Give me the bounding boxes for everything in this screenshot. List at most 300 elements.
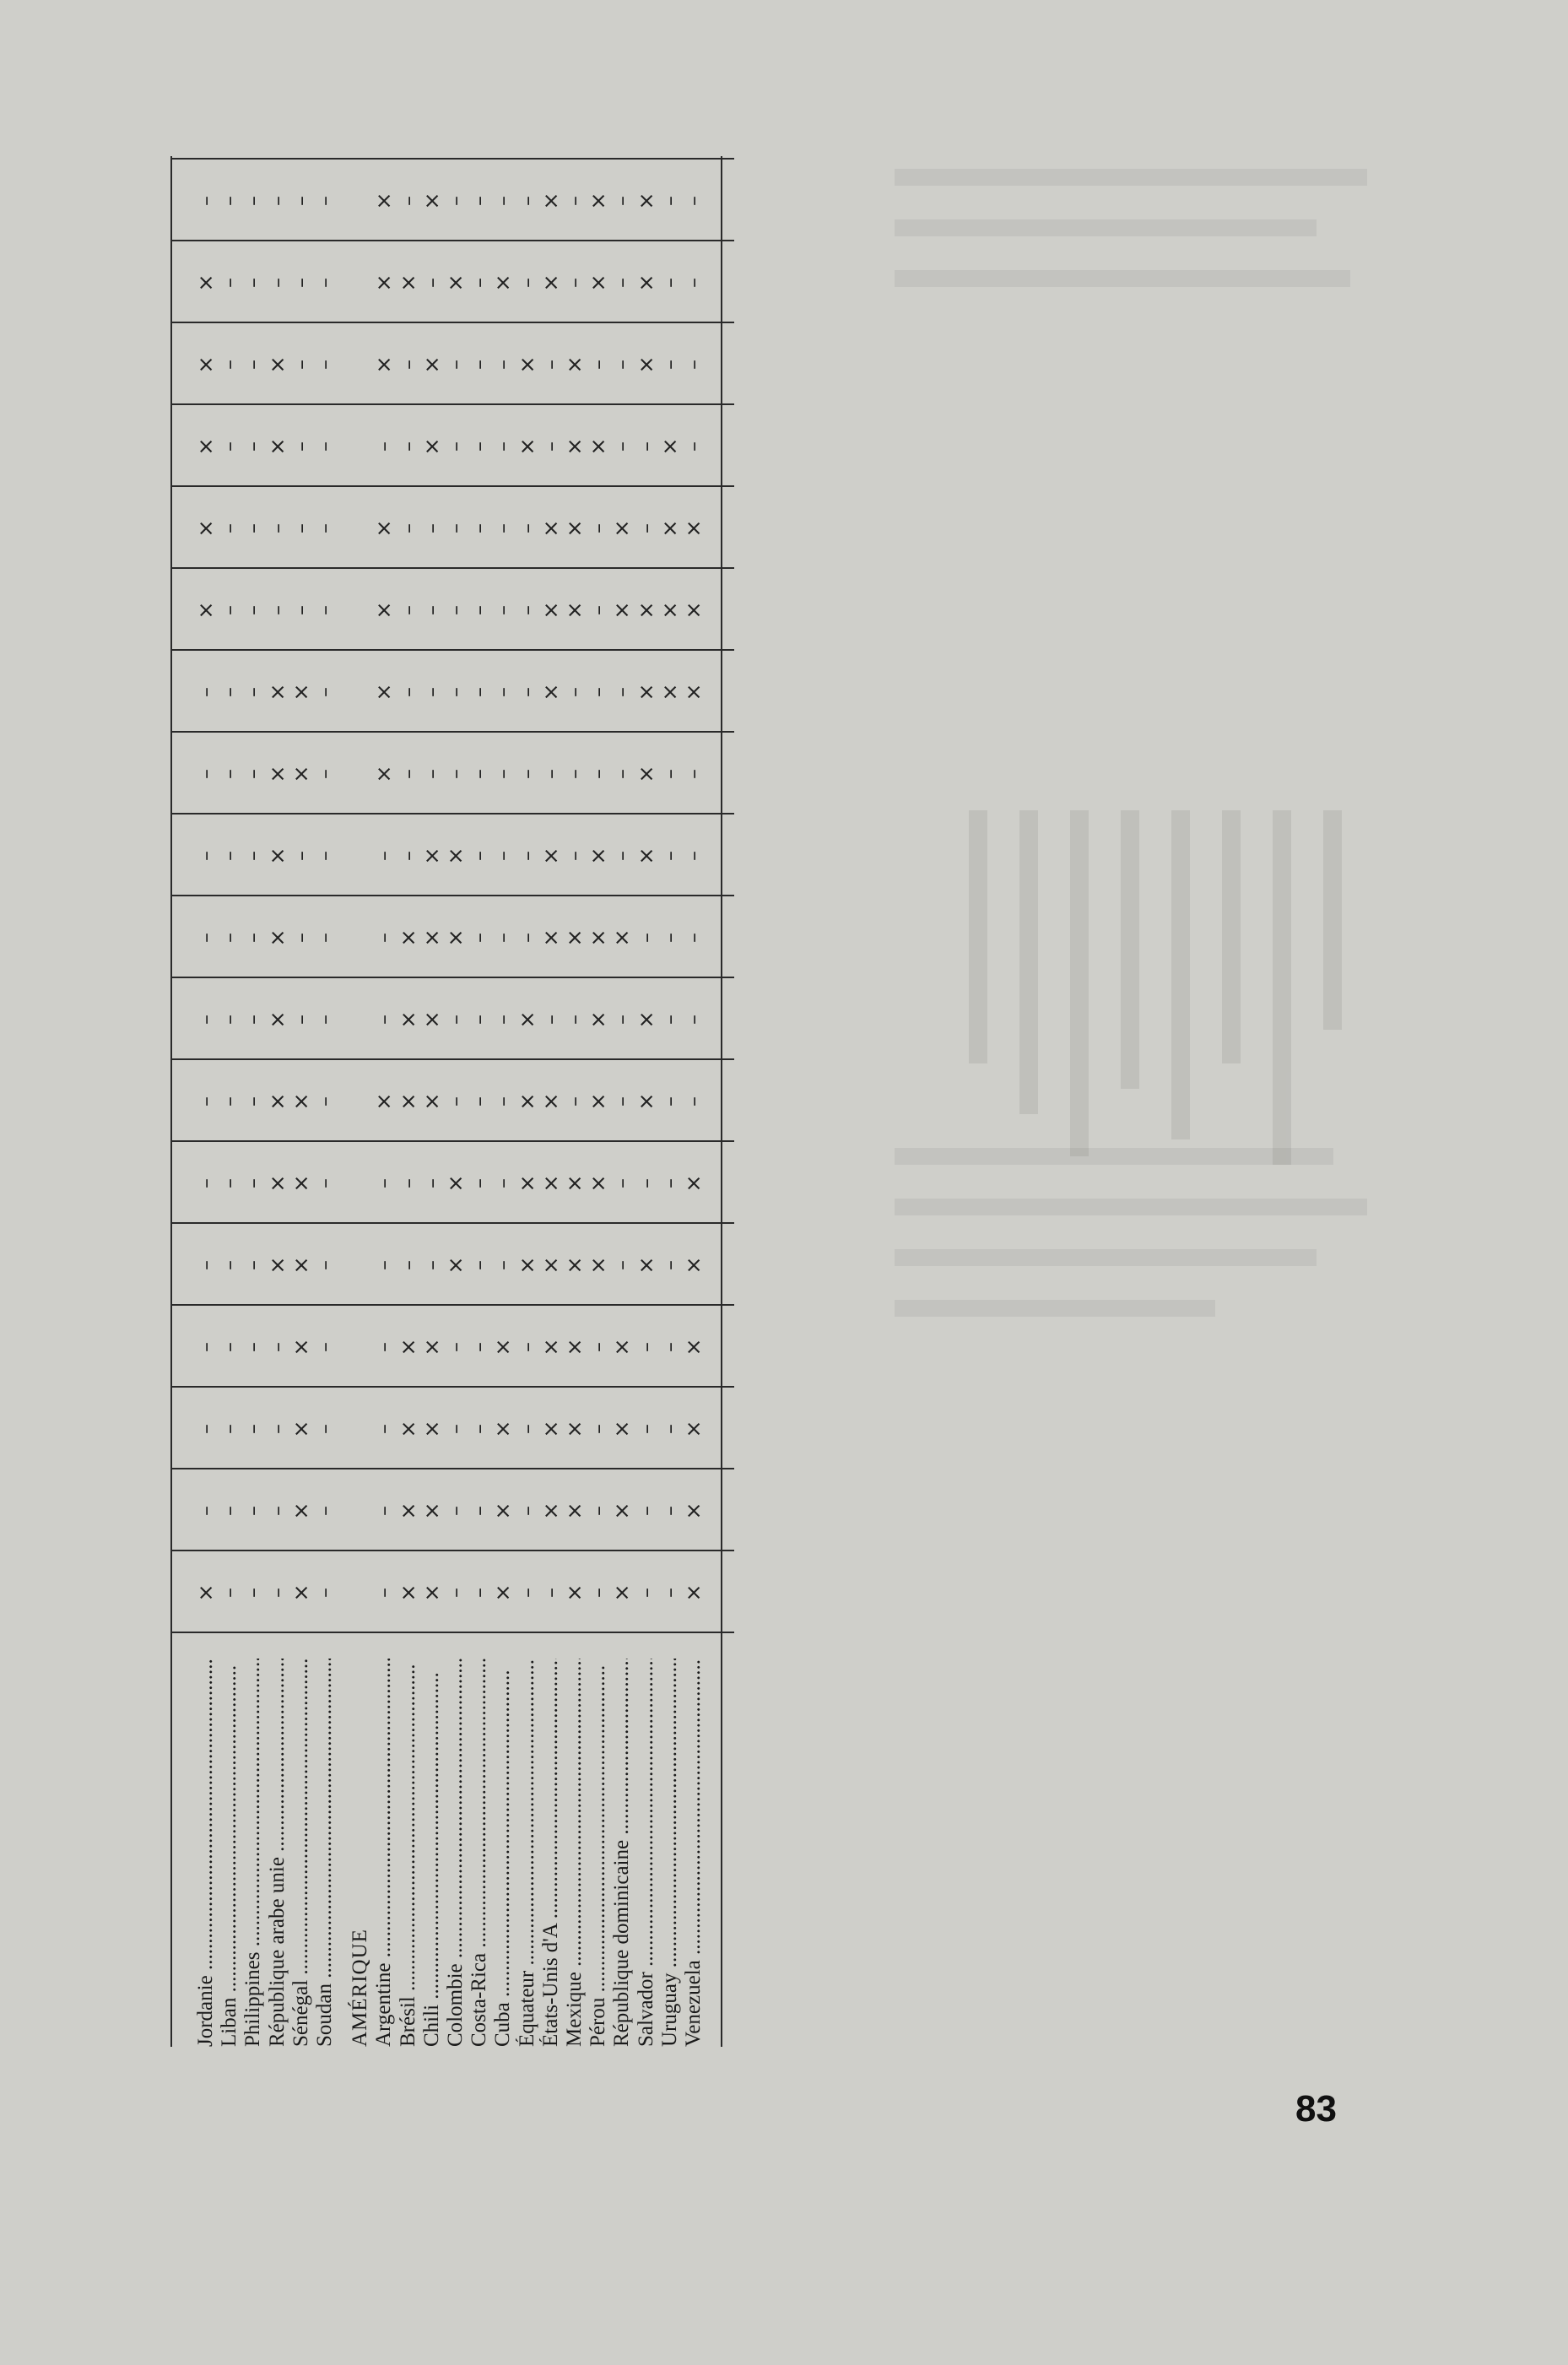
column-rule [170, 1468, 734, 1469]
vote-mark-yes: × [586, 1010, 611, 1029]
vote-mark-none: – [634, 1342, 658, 1352]
vote-mark-none: – [313, 360, 337, 370]
country-label: Pérou ..... [587, 1665, 609, 2047]
vote-mark-none: – [587, 523, 611, 533]
vote-mark-none: – [634, 441, 658, 452]
vote-mark-yes: × [538, 1256, 563, 1275]
vote-mark-none: – [444, 1424, 468, 1434]
vote-mark-yes: × [419, 1338, 444, 1356]
country-label: Cuba ..... [491, 1670, 514, 2047]
vote-mark-yes: × [609, 928, 635, 947]
vote-mark-yes: × [586, 847, 611, 865]
vote-mark-none: – [313, 1424, 337, 1434]
vote-mark-none: – [313, 1342, 337, 1352]
vote-mark-yes: × [264, 1256, 289, 1275]
vote-mark-none: – [491, 1015, 516, 1025]
vote-mark-none: – [218, 933, 242, 943]
vote-mark-none: – [538, 360, 563, 370]
vote-mark-none: – [218, 851, 242, 861]
country-name [313, 1659, 337, 2047]
country-name [658, 1659, 682, 2047]
vote-mark-none: – [634, 523, 658, 533]
vote-mark-none: – [515, 1506, 539, 1516]
column-rule [170, 403, 734, 405]
vote-mark-yes: × [371, 355, 397, 374]
country-label: Jordanie ..... [194, 1659, 217, 2047]
vote-mark-none: – [682, 933, 706, 943]
vote-mark-yes: × [538, 1338, 563, 1356]
vote-mark-yes: × [681, 1256, 706, 1275]
vote-mark-none: – [491, 360, 516, 370]
vote-mark-none: – [194, 1015, 218, 1025]
vote-mark-yes: × [633, 1256, 658, 1275]
vote-mark-none: – [194, 851, 218, 861]
vote-mark-yes: × [193, 1583, 218, 1602]
vote-mark-none: – [218, 196, 242, 206]
vote-mark-none: – [241, 1424, 266, 1434]
vote-mark-none: – [610, 441, 635, 452]
column-rule [170, 240, 734, 241]
vote-mark-none: – [468, 1342, 492, 1352]
vote-mark-none: – [515, 933, 539, 943]
vote-mark-yes: × [657, 519, 682, 538]
vote-mark-none: – [491, 1260, 516, 1270]
vote-mark-yes: × [288, 1502, 313, 1520]
vote-mark-yes: × [633, 601, 658, 620]
vote-mark-none: – [515, 1588, 539, 1598]
vote-mark-none: – [682, 851, 706, 861]
vote-mark-yes: × [264, 683, 289, 701]
vote-mark-none: – [396, 605, 420, 615]
vote-mark-none: – [610, 769, 635, 779]
vote-mark-none: – [218, 1178, 242, 1188]
vote-mark-none: – [491, 769, 516, 779]
column-rule [170, 731, 734, 733]
vote-mark-none: – [610, 1096, 635, 1107]
rotated-table [160, 156, 751, 2047]
vote-mark-none: – [444, 1588, 468, 1598]
vote-mark-yes: × [395, 273, 420, 292]
vote-mark-none: – [313, 523, 337, 533]
vote-mark-none: – [610, 687, 635, 697]
vote-mark-none: – [372, 1015, 397, 1025]
vote-mark-none: – [289, 523, 313, 533]
vote-mark-yes: × [264, 1174, 289, 1193]
vote-mark-none: – [491, 1096, 516, 1107]
vote-mark-yes: × [609, 1420, 635, 1438]
vote-mark-none: – [194, 1096, 218, 1107]
vote-mark-none: – [657, 360, 682, 370]
vote-mark-none: – [218, 278, 242, 288]
vote-mark-none: – [194, 1342, 218, 1352]
vote-mark-none: – [241, 278, 266, 288]
vote-mark-none: – [538, 769, 563, 779]
vote-mark-yes: × [681, 683, 706, 701]
vote-mark-none: – [241, 687, 266, 697]
vote-mark-yes: × [633, 847, 658, 865]
vote-mark-none: – [241, 1342, 266, 1352]
vote-mark-none: – [587, 360, 611, 370]
column-rule [170, 1140, 734, 1142]
vote-mark-yes: × [538, 1420, 563, 1438]
vote-mark-yes: × [193, 355, 218, 374]
country-label: Chili ..... [420, 1672, 443, 2047]
vote-mark-yes: × [681, 601, 706, 620]
vote-mark-yes: × [419, 1010, 444, 1029]
vote-mark-yes: × [633, 1010, 658, 1029]
country-name [372, 1659, 396, 2047]
vote-mark-none: – [444, 687, 468, 697]
vote-mark-none: – [289, 441, 313, 452]
vote-mark-yes: × [609, 1338, 635, 1356]
vote-mark-yes: × [288, 1420, 313, 1438]
vote-mark-yes: × [562, 1174, 587, 1193]
vote-mark-none: – [396, 851, 420, 861]
vote-mark-none: – [241, 1506, 266, 1516]
vote-mark-none: – [491, 933, 516, 943]
vote-mark-none: – [372, 1424, 397, 1434]
vote-mark-yes: × [264, 1010, 289, 1029]
vote-mark-none: – [241, 605, 266, 615]
vote-mark-yes: × [657, 601, 682, 620]
vote-mark-yes: × [514, 1256, 539, 1275]
vote-mark-none: – [313, 1178, 337, 1188]
vote-mark-none: – [419, 605, 444, 615]
vote-mark-yes: × [538, 1092, 563, 1111]
vote-mark-yes: × [633, 683, 658, 701]
vote-mark-yes: × [657, 683, 682, 701]
vote-mark-none: – [313, 1506, 337, 1516]
vote-mark-none: – [289, 360, 313, 370]
vote-mark-none: – [396, 1260, 420, 1270]
vote-mark-none: – [396, 687, 420, 697]
vote-mark-yes: × [443, 273, 468, 292]
country-name [218, 1659, 241, 2047]
vote-mark-none: – [657, 851, 682, 861]
vote-mark-none: – [468, 933, 492, 943]
country-label: États-Unis d'A ..... [539, 1659, 562, 2047]
vote-mark-none: – [515, 278, 539, 288]
vote-mark-yes: × [264, 355, 289, 374]
vote-mark-yes: × [419, 192, 444, 210]
vote-mark-none: – [468, 1178, 492, 1188]
vote-mark-yes: × [395, 1420, 420, 1438]
vote-mark-yes: × [419, 1583, 444, 1602]
vote-mark-none: – [444, 523, 468, 533]
column-rule [170, 813, 734, 814]
country-label: Sénégal ..... [289, 1659, 312, 2047]
vote-mark-yes: × [681, 1174, 706, 1193]
vote-mark-none: – [563, 1096, 587, 1107]
country-name [194, 1659, 218, 2047]
column-rule [170, 1632, 734, 1633]
region-heading: AMÉRIQUE [349, 1929, 372, 2047]
vote-mark-none: – [468, 523, 492, 533]
vote-mark-yes: × [288, 765, 313, 783]
vote-mark-none: – [372, 1178, 397, 1188]
table-rule-top [170, 156, 172, 2047]
vote-mark-none: – [515, 851, 539, 861]
vote-mark-yes: × [586, 192, 611, 210]
vote-mark-none: – [682, 1015, 706, 1025]
vote-mark-yes: × [419, 355, 444, 374]
vote-mark-none: – [468, 1096, 492, 1107]
page-number: 83 [1295, 2088, 1337, 2130]
vote-mark-none: – [491, 196, 516, 206]
vote-mark-yes: × [633, 1092, 658, 1111]
vote-mark-none: – [218, 1506, 242, 1516]
vote-mark-none: – [491, 1178, 516, 1188]
vote-mark-none: – [419, 1178, 444, 1188]
vote-mark-yes: × [609, 601, 635, 620]
vote-mark-yes: × [562, 519, 587, 538]
vote-mark-yes: × [681, 519, 706, 538]
vote-mark-none: – [587, 605, 611, 615]
vote-mark-none: – [610, 196, 635, 206]
vote-mark-none: – [515, 605, 539, 615]
country-name [266, 1659, 289, 2047]
column-rule [170, 1550, 734, 1551]
vote-mark-yes: × [538, 847, 563, 865]
vote-mark-yes: × [681, 1338, 706, 1356]
vote-mark-none: – [194, 1506, 218, 1516]
vote-mark-yes: × [538, 601, 563, 620]
vote-mark-none: – [265, 1588, 289, 1598]
vote-mark-yes: × [419, 1420, 444, 1438]
country-name [420, 1659, 444, 2047]
vote-mark-none: – [634, 933, 658, 943]
vote-mark-none: – [265, 1506, 289, 1516]
vote-mark-none: – [444, 360, 468, 370]
vote-mark-none: – [289, 605, 313, 615]
vote-mark-yes: × [562, 1256, 587, 1275]
vote-mark-none: – [313, 196, 337, 206]
vote-mark-none: – [419, 278, 444, 288]
country-label: Philippines ..... [241, 1659, 264, 2047]
vote-mark-none: – [313, 1588, 337, 1598]
vote-mark-none: – [396, 523, 420, 533]
vote-mark-none: – [313, 933, 337, 943]
vote-mark-none: – [396, 196, 420, 206]
column-rule [170, 322, 734, 323]
vote-mark-yes: × [562, 437, 587, 456]
vote-mark-yes: × [264, 437, 289, 456]
vote-mark-yes: × [609, 1583, 635, 1602]
vote-mark-yes: × [264, 847, 289, 865]
vote-mark-none: – [194, 933, 218, 943]
country-name [635, 1659, 658, 2047]
vote-mark-none: – [515, 1342, 539, 1352]
vote-mark-yes: × [490, 1338, 516, 1356]
country-label: Soudan ..... [313, 1659, 336, 2047]
vote-mark-none: – [265, 1342, 289, 1352]
vote-mark-none: – [563, 278, 587, 288]
vote-mark-none: – [587, 1342, 611, 1352]
vote-mark-yes: × [514, 1174, 539, 1193]
country-label: Équateur ..... [516, 1659, 538, 2047]
vote-mark-none: – [468, 1506, 492, 1516]
vote-mark-none: – [563, 196, 587, 206]
vote-mark-yes: × [514, 1092, 539, 1111]
vote-mark-yes: × [443, 1256, 468, 1275]
column-rule [170, 895, 734, 896]
vote-mark-yes: × [514, 355, 539, 374]
vote-mark-none: – [313, 605, 337, 615]
vote-mark-none: – [634, 1588, 658, 1598]
vote-mark-none: – [194, 769, 218, 779]
vote-mark-none: – [218, 687, 242, 697]
vote-mark-none: – [657, 1260, 682, 1270]
country-name [289, 1659, 313, 2047]
vote-mark-yes: × [371, 1092, 397, 1111]
vote-mark-none: – [289, 1015, 313, 1025]
vote-mark-none: – [241, 1588, 266, 1598]
vote-mark-none: – [396, 1178, 420, 1188]
vote-mark-none: – [468, 605, 492, 615]
vote-mark-none: – [468, 196, 492, 206]
country-label: Mexique ..... [563, 1659, 586, 2047]
vote-mark-none: – [657, 1096, 682, 1107]
vote-mark-none: – [468, 851, 492, 861]
vote-mark-none: – [313, 769, 337, 779]
vote-mark-yes: × [490, 273, 516, 292]
vote-mark-none: – [468, 1588, 492, 1598]
vote-mark-none: – [241, 933, 266, 943]
vote-mark-none: – [396, 769, 420, 779]
vote-mark-none: – [419, 687, 444, 697]
vote-mark-yes: × [586, 1174, 611, 1193]
vote-mark-none: – [218, 1015, 242, 1025]
vote-mark-yes: × [371, 192, 397, 210]
vote-mark-yes: × [538, 928, 563, 947]
country-label: Salvador ..... [635, 1659, 657, 2047]
vote-mark-none: – [682, 441, 706, 452]
vote-mark-none: – [657, 1015, 682, 1025]
vote-mark-none: – [289, 933, 313, 943]
vote-mark-yes: × [514, 1010, 539, 1029]
column-rule [170, 977, 734, 978]
vote-mark-none: – [563, 1015, 587, 1025]
vote-mark-none: – [657, 769, 682, 779]
vote-mark-none: – [218, 1260, 242, 1270]
vote-mark-none: – [313, 278, 337, 288]
vote-mark-yes: × [633, 765, 658, 783]
vote-mark-none: – [265, 605, 289, 615]
vote-mark-none: – [491, 687, 516, 697]
vote-mark-yes: × [395, 1502, 420, 1520]
vote-mark-none: – [396, 441, 420, 452]
vote-mark-none: – [218, 1342, 242, 1352]
vote-mark-none: – [241, 769, 266, 779]
vote-mark-none: – [515, 196, 539, 206]
vote-mark-none: – [610, 1015, 635, 1025]
vote-mark-yes: × [657, 437, 682, 456]
country-label: Liban ..... [218, 1665, 241, 2047]
vote-mark-yes: × [443, 928, 468, 947]
vote-mark-none: – [218, 523, 242, 533]
vote-mark-none: – [587, 687, 611, 697]
vote-mark-yes: × [538, 273, 563, 292]
vote-mark-none: – [610, 1178, 635, 1188]
vote-mark-none: – [313, 1096, 337, 1107]
vote-mark-none: – [289, 851, 313, 861]
vote-mark-none: – [468, 441, 492, 452]
country-label: Costa-Rica ..... [468, 1659, 490, 2047]
vote-mark-none: – [444, 1096, 468, 1107]
vote-mark-none: – [194, 1260, 218, 1270]
vote-mark-yes: × [681, 1420, 706, 1438]
vote-mark-none: – [515, 687, 539, 697]
vote-mark-none: – [444, 196, 468, 206]
country-name [397, 1659, 420, 2047]
vote-mark-yes: × [490, 1420, 516, 1438]
vote-mark-none: – [241, 1260, 266, 1270]
vote-mark-yes: × [443, 847, 468, 865]
vote-mark-yes: × [586, 1256, 611, 1275]
vote-mark-yes: × [562, 1338, 587, 1356]
vote-mark-none: – [563, 769, 587, 779]
vote-mark-none: – [396, 360, 420, 370]
vote-mark-none: – [468, 687, 492, 697]
vote-mark-yes: × [371, 273, 397, 292]
vote-mark-none: – [265, 1424, 289, 1434]
vote-mark-none: – [444, 441, 468, 452]
vote-mark-none: – [289, 196, 313, 206]
country-label: Uruguay ..... [658, 1659, 681, 2047]
vote-mark-yes: × [538, 1174, 563, 1193]
vote-mark-none: – [241, 1178, 266, 1188]
vote-mark-none: – [194, 687, 218, 697]
vote-mark-yes: × [419, 437, 444, 456]
vote-mark-none: – [657, 1424, 682, 1434]
vote-mark-none: – [218, 1096, 242, 1107]
vote-mark-yes: × [288, 1256, 313, 1275]
vote-mark-none: – [657, 1342, 682, 1352]
vote-mark-yes: × [633, 355, 658, 374]
column-rule [170, 1058, 734, 1060]
vote-mark-yes: × [193, 437, 218, 456]
vote-mark-yes: × [538, 519, 563, 538]
vote-mark-none: – [587, 1506, 611, 1516]
vote-mark-none: – [444, 769, 468, 779]
vote-mark-yes: × [443, 1174, 468, 1193]
vote-mark-yes: × [371, 519, 397, 538]
vote-mark-none: – [241, 360, 266, 370]
vote-mark-none: – [468, 1424, 492, 1434]
vote-mark-none: – [610, 360, 635, 370]
vote-mark-yes: × [562, 601, 587, 620]
country-name [444, 1659, 468, 2047]
vote-mark-none: – [491, 523, 516, 533]
country-name [491, 1659, 515, 2047]
vote-mark-yes: × [288, 1174, 313, 1193]
vote-mark-yes: × [419, 847, 444, 865]
vote-mark-yes: × [586, 273, 611, 292]
vote-mark-none: – [218, 1588, 242, 1598]
vote-mark-none: – [313, 1260, 337, 1270]
vote-mark-none: – [682, 278, 706, 288]
vote-mark-none: – [634, 1506, 658, 1516]
vote-mark-none: – [444, 605, 468, 615]
vote-mark-yes: × [586, 928, 611, 947]
vote-mark-yes: × [395, 1092, 420, 1111]
vote-mark-none: – [538, 441, 563, 452]
vote-mark-yes: × [562, 1420, 587, 1438]
vote-mark-none: – [657, 1506, 682, 1516]
vote-mark-yes: × [193, 273, 218, 292]
vote-mark-yes: × [419, 1502, 444, 1520]
vote-mark-yes: × [586, 437, 611, 456]
